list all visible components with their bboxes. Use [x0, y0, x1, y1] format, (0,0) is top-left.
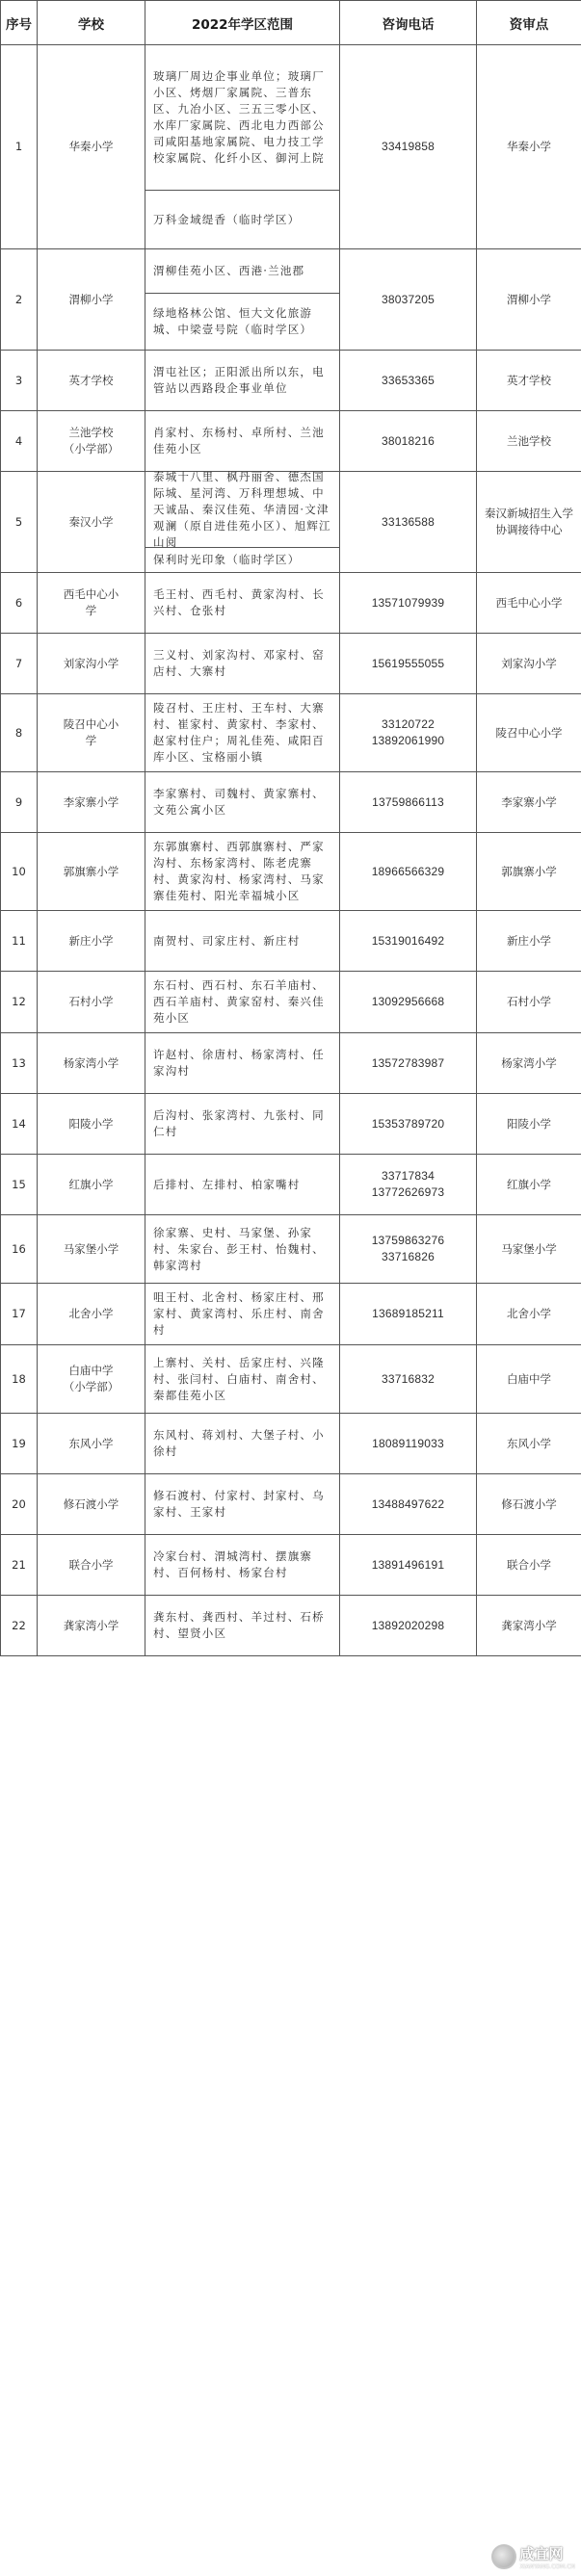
- row-index: 19: [1, 1414, 38, 1474]
- table-row: [1, 45, 581, 249]
- row-index: 10: [1, 833, 38, 911]
- phone-number: 13488497622: [371, 1496, 445, 1511]
- table-row: [1, 249, 581, 351]
- row-index: 1: [1, 45, 38, 249]
- table-row: [1, 833, 581, 911]
- phone-number: 13689185211: [372, 1307, 444, 1320]
- phone-cell: [340, 772, 477, 833]
- row-index: 14: [1, 1094, 38, 1155]
- phone-cell: [340, 1155, 477, 1215]
- header-row: [1, 1, 581, 45]
- district-scope-text: 渭柳佳苑小区、西港·兰池郡: [153, 264, 305, 277]
- watermark-subtext: XIANYANG.COM.CN: [519, 2563, 575, 2570]
- table-row: [1, 472, 581, 573]
- row-index: 5: [1, 472, 38, 573]
- review-point: 新庄小学: [477, 911, 581, 972]
- school-name: 东风小学: [38, 1414, 145, 1474]
- phone-number: 15319016492: [371, 933, 445, 948]
- row-index: 18: [1, 1345, 38, 1414]
- district-scope-text: 李家寨村、司魏村、黄家寨村、文苑公寓小区: [153, 787, 325, 817]
- phone-number: 13759863276: [371, 1234, 445, 1247]
- phone-number: 13572783987: [371, 1055, 445, 1070]
- district-scope-cell: [145, 1596, 340, 1656]
- phone-cell: [340, 1094, 477, 1155]
- table-row: [1, 1414, 581, 1474]
- phone-cell: [340, 1474, 477, 1535]
- review-point: 西毛中心小学: [477, 573, 581, 634]
- phone-cell: [340, 634, 477, 694]
- header-review-point: 资审点: [477, 1, 581, 45]
- district-scope-cell: [145, 45, 340, 249]
- phone-cell: [340, 1535, 477, 1596]
- phone-cell: [340, 351, 477, 411]
- school-name: 刘家沟小学: [38, 634, 145, 694]
- phone-number: 15619555055: [371, 656, 445, 670]
- table-row: [1, 573, 581, 634]
- district-scope-cell: [145, 1474, 340, 1535]
- phone-cell: [340, 249, 477, 351]
- district-scope-text: 后排村、左排村、柏家嘴村: [153, 1177, 301, 1191]
- table-row: [1, 972, 581, 1033]
- table-row: [1, 1345, 581, 1414]
- row-index: 22: [1, 1596, 38, 1656]
- table-row: [1, 1033, 581, 1094]
- district-scope-text: 保利时光印象（临时学区）: [145, 547, 339, 572]
- phone-number: 38018216: [382, 433, 435, 448]
- district-scope-text: 冷家台村、渭城湾村、摆旗寨村、百何杨村、杨家台村: [153, 1549, 313, 1579]
- row-index: 21: [1, 1535, 38, 1596]
- school-name: 龚家湾小学: [38, 1596, 145, 1656]
- school-name: 杨家湾小学: [38, 1033, 145, 1094]
- district-scope-cell: [145, 351, 340, 411]
- district-scope-cell: [145, 772, 340, 833]
- district-scope-text: 泰城十八里、枫丹丽舍、德杰国际城、星河湾、万科理想城、中天诚品、秦汉佳苑、华清园·文津观澜（原自进佳苑小区）、旭辉江山阅: [153, 469, 331, 549]
- phone-number: 18966566329: [371, 864, 445, 878]
- phone-number: 33136588: [382, 514, 435, 529]
- row-index: 17: [1, 1284, 38, 1345]
- phone-cell: [340, 1033, 477, 1094]
- table-row: [1, 1094, 581, 1155]
- table-row: [1, 694, 581, 772]
- district-scope-text: 肖家村、东杨村、卓所村、兰池佳苑小区: [153, 426, 325, 455]
- table-row: [1, 1155, 581, 1215]
- district-scope-text: 渭屯社区；正阳派出所以东，电管站以西路段企事业单位: [153, 365, 325, 395]
- district-scope-text: 东风村、蒋刘村、大堡子村、小徐村: [153, 1428, 325, 1458]
- district-scope-cell: [145, 1033, 340, 1094]
- district-scope-cell: [145, 634, 340, 694]
- row-index: 15: [1, 1155, 38, 1215]
- phone-number: 18089119033: [372, 1436, 444, 1450]
- header-district: 2022年学区范围: [145, 1, 340, 45]
- phone-number: 15353789720: [371, 1116, 445, 1131]
- district-scope-cell: [145, 972, 340, 1033]
- phone-number: 13772626973: [371, 1185, 445, 1199]
- review-point: 石村小学: [477, 972, 581, 1033]
- phone-cell: [340, 1284, 477, 1345]
- district-scope-text: 后沟村、张家湾村、九张村、同仁村: [153, 1108, 325, 1138]
- district-scope-text: 龚东村、龚西村、羊过村、石桥村、望贤小区: [153, 1610, 325, 1640]
- phone-cell: [340, 573, 477, 634]
- district-scope-cell: [145, 1535, 340, 1596]
- school-name: 新庄小学: [38, 911, 145, 972]
- table-row: [1, 1596, 581, 1656]
- phone-cell: [340, 411, 477, 472]
- district-scope-text: 陵召村、王庄村、王车村、大寨村、崔家村、黄家村、李家村、赵家村住户；周礼佳苑、咸阳百库小区、宝格丽小镇: [153, 701, 325, 764]
- district-scope-text: 咀王村、北舍村、杨家庄村、邢家村、黄家湾村、乐庄村、南舍村: [153, 1290, 325, 1337]
- school-name: 秦汉小学: [38, 472, 145, 573]
- school-name: 北舍小学: [38, 1284, 145, 1345]
- school-name: 郭旗寨小学: [38, 833, 145, 911]
- review-point: 马家堡小学: [477, 1215, 581, 1284]
- phone-cell: [340, 833, 477, 911]
- review-point: 郭旗寨小学: [477, 833, 581, 911]
- phone-number: 13759866113: [372, 794, 444, 809]
- school-name: 马家堡小学: [38, 1215, 145, 1284]
- district-scope-text: 三义村、刘家沟村、邓家村、窑店村、大寨村: [153, 648, 325, 678]
- phone-number: 33653365: [382, 373, 435, 387]
- school-name: 渭柳小学: [38, 249, 145, 351]
- table-row: [1, 1215, 581, 1284]
- review-point: 红旗小学: [477, 1155, 581, 1215]
- row-index: 20: [1, 1474, 38, 1535]
- review-point: 刘家沟小学: [477, 634, 581, 694]
- school-name: 修石渡小学: [38, 1474, 145, 1535]
- phone-number: 13892020298: [371, 1618, 445, 1632]
- row-index: 3: [1, 351, 38, 411]
- phone-number: 13092956668: [371, 995, 445, 1008]
- review-point: 秦汉新城招生入学协调接待中心: [477, 472, 581, 573]
- school-name: 石村小学: [38, 972, 145, 1033]
- district-scope-text: 徐家寨、史村、马家堡、孙家村、朱家台、彭王村、怡魏村、韩家湾村: [153, 1225, 325, 1272]
- phone-cell: [340, 911, 477, 972]
- phone-cell: [340, 1414, 477, 1474]
- district-scope-text: 上寨村、关村、岳家庄村、兴隆村、张闫村、白庙村、南舍村、秦都佳苑小区: [153, 1355, 325, 1402]
- row-index: 2: [1, 249, 38, 351]
- phone-cell: [340, 1596, 477, 1656]
- district-scope-text: 东石村、西石村、东石羊庙村、西石羊庙村、黄家窑村、秦兴佳苑小区: [153, 978, 325, 1025]
- phone-number: 13892061990: [371, 734, 445, 747]
- table-row: [1, 911, 581, 972]
- district-scope-cell: [145, 1414, 340, 1474]
- review-point: 联合小学: [477, 1535, 581, 1596]
- table-row: [1, 1474, 581, 1535]
- school-name: 红旗小学: [38, 1155, 145, 1215]
- district-scope-cell: [145, 573, 340, 634]
- phone-cell: [340, 1345, 477, 1414]
- review-point: 李家寨小学: [477, 772, 581, 833]
- phone-number: 33716832: [382, 1371, 435, 1386]
- district-scope-cell: [145, 833, 340, 911]
- header-school: 学校: [38, 1, 145, 45]
- review-point: 北舍小学: [477, 1284, 581, 1345]
- row-index: 11: [1, 911, 38, 972]
- district-scope-cell: [145, 1094, 340, 1155]
- review-point: 兰池学校: [477, 411, 581, 472]
- school-name: 白庙中学（小学部）: [38, 1345, 145, 1414]
- review-point: 阳陵小学: [477, 1094, 581, 1155]
- watermark-logo-icon: [491, 2544, 516, 2569]
- header-phone: 咨询电话: [340, 1, 477, 45]
- district-scope-text: 许赵村、徐唐村、杨家湾村、任家沟村: [153, 1048, 325, 1078]
- school-name: 西毛中心小学: [38, 573, 145, 634]
- watermark-text: 咸宜网: [519, 2546, 564, 2563]
- district-scope-text: 绿地格林公馆、恒大文化旅游城、中梁壹号院（临时学区）: [145, 293, 339, 350]
- row-index: 12: [1, 972, 38, 1033]
- school-name: 李家寨小学: [38, 772, 145, 833]
- phone-number: 33419858: [382, 140, 435, 153]
- header-index: 序号: [1, 1, 38, 45]
- table-row: [1, 1535, 581, 1596]
- phone-cell: [340, 1215, 477, 1284]
- district-scope-text: 万科金域缇香（临时学区）: [145, 190, 339, 248]
- row-index: 7: [1, 634, 38, 694]
- phone-number: 38037205: [382, 292, 435, 306]
- review-point: 华秦小学: [477, 45, 581, 249]
- school-name: 华秦小学: [38, 45, 145, 249]
- watermark: [491, 2543, 576, 2570]
- district-scope-text: 南贺村、司家庄村、新庄村: [153, 933, 301, 948]
- table-row: [1, 351, 581, 411]
- table-row: [1, 1284, 581, 1345]
- phone-cell: [340, 972, 477, 1033]
- district-scope-text: 东郭旗寨村、西郭旗寨村、严家沟村、东杨家湾村、陈老虎寨村、黄家沟村、杨家湾村、马家寨佳苑村、阳光幸福城小区: [153, 840, 325, 902]
- phone-number: 13571079939: [371, 595, 445, 610]
- district-scope-cell: [145, 694, 340, 772]
- district-scope-text: 修石渡村、付家村、封家村、乌家村、王家村: [153, 1489, 325, 1519]
- table-row: [1, 634, 581, 694]
- row-index: 9: [1, 772, 38, 833]
- district-scope-cell: [145, 1345, 340, 1414]
- district-scope-cell: [145, 249, 340, 351]
- review-point: 东风小学: [477, 1414, 581, 1474]
- table-row: [1, 772, 581, 833]
- row-index: 13: [1, 1033, 38, 1094]
- review-point: 英才学校: [477, 351, 581, 411]
- district-scope-cell: [145, 1284, 340, 1345]
- district-scope-cell: [145, 469, 340, 573]
- review-point: 龚家湾小学: [477, 1596, 581, 1656]
- district-scope-cell: [145, 1155, 340, 1215]
- phone-cell: [340, 694, 477, 772]
- school-name: 陵召中心小学: [38, 694, 145, 772]
- phone-number: 33120722: [382, 717, 435, 731]
- table-row: [1, 411, 581, 472]
- district-scope-cell: [145, 911, 340, 972]
- row-index: 6: [1, 573, 38, 634]
- review-point: 杨家湾小学: [477, 1033, 581, 1094]
- school-name: 兰池学校（小学部）: [38, 411, 145, 472]
- phone-cell: [340, 472, 477, 573]
- school-name: 联合小学: [38, 1535, 145, 1596]
- review-point: 修石渡小学: [477, 1474, 581, 1535]
- row-index: 16: [1, 1215, 38, 1284]
- review-point: 白庙中学: [477, 1345, 581, 1414]
- district-scope-text: 毛王村、西毛村、黄家沟村、长兴村、仓张村: [153, 587, 325, 617]
- phone-number: 13891496191: [371, 1557, 445, 1572]
- review-point: 渭柳小学: [477, 249, 581, 351]
- district-scope-cell: [145, 411, 340, 472]
- school-name: 阳陵小学: [38, 1094, 145, 1155]
- row-index: 8: [1, 694, 38, 772]
- school-name: 英才学校: [38, 351, 145, 411]
- phone-number: 33717834: [382, 1169, 435, 1183]
- district-scope-text: 玻璃厂周边企事业单位；玻璃厂小区、烤烟厂家属院、三普东区、九冶小区、三五三零小区、水库厂家属院、西北电力西部公司咸阳基地家属院、电力技工学校家属院、化纤小区、御河上院: [153, 69, 325, 165]
- review-point: 陵召中心小学: [477, 694, 581, 772]
- phone-number: 33716826: [382, 1250, 435, 1263]
- phone-cell: [340, 45, 477, 249]
- district-scope-cell: [145, 1215, 340, 1284]
- row-index: 4: [1, 411, 38, 472]
